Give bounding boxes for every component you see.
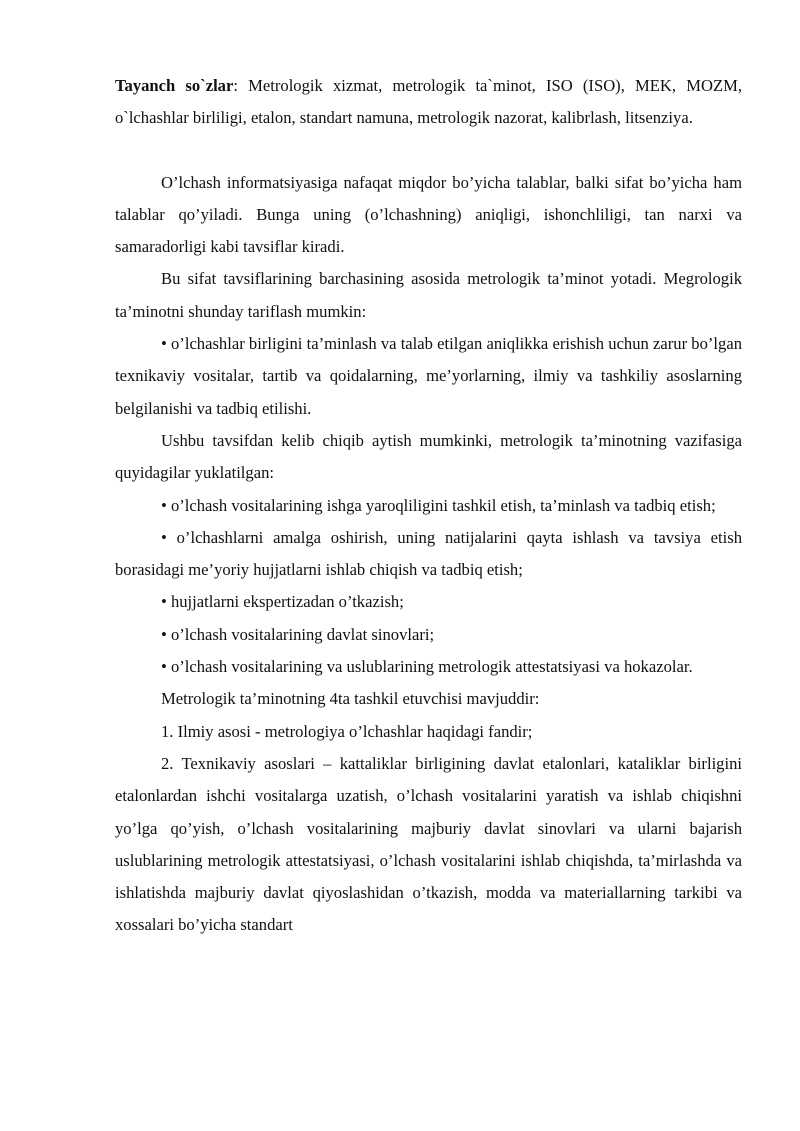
bullet-task-3: • hujjatlarni ekspertizadan o’tkazish; <box>161 592 404 612</box>
keywords-label: Tayanch so`zlar <box>115 76 234 95</box>
paragraph-measurement-info: O’lchash informatsiyasiga nafaqat miqdor bo’yicha talablar, balki sifat bo’yicha ham talablar qo’yiladi. Bunga uning (o’lchashning) aniqligi, ishonchliligi, tan narxi va samaradorligi kabi tavsiflar kiradi. <box>115 172 742 257</box>
list-item-scientific-basis: 1. Ilmiy asosi - metrologiya o’lchashlar haqidagi fandir; <box>161 721 533 741</box>
paragraph-tasks-intro: Ushbu tavsifdan kelib chiqib aytish mumkinki, metrologik ta’minotning vazifasiga quyidagilar yuklatilgan: <box>115 430 742 483</box>
paragraph-components-intro: Metrologik ta’minotning 4ta tashkil etuvchisi mavjuddir: <box>161 689 540 709</box>
bullet-task-1: • o’lchash vositalarining ishga yaroqliligini tashkil etish, ta’minlash va tadbiq etish; <box>161 495 716 515</box>
document-page <box>115 70 742 942</box>
paragraph-quality-basis: Bu sifat tavsiflarining barchasining asosida metrologik ta’minot yotadi. Megrologik ta’minotni shunday tariflash mumkin: <box>115 269 742 321</box>
bullet-definition: • o’lchashlar birligini ta’minlash va talab etilgan aniqlikka erishish uchun zarur bo’lgan texnikaviy vositalar, tartib va qoidalarning, me’yorlarning, ilmiy va tashkiliy asoslarning belgilanishi va tadbiq etilishi. <box>115 334 742 418</box>
keywords-paragraph <box>115 70 742 135</box>
bullet-task-5: • o’lchash vositalarining va uslublarining metrologik attestatsiyasi va hokazolar. <box>161 657 693 677</box>
keywords-text: : Metrologik xizmat, metrologik ta`minot, ISO (ISO), MEK, MOZM, o`lchashlar birliligi, etalon, standart namuna, metrologik nazorat, kalibrlash, litsenziya. <box>115 76 742 128</box>
bullet-task-2: • o’lchashlarni amalga oshirish, uning natijalarini qayta ishlash va tavsiya etish borasidagi me’yoriy hujjatlarni ishlab chiqish va tadbiq etish; <box>115 527 742 580</box>
bullet-task-4: • o’lchash vositalarining davlat sinovlari; <box>161 624 435 644</box>
list-item-technical-basis: 2. Texnikaviy asoslari – kattaliklar birligining davlat etalonlari, kataliklar birligini etalonlardan ishchi vositalarga uzatish, o’lchash vositalarini yaratish va ishlab chiqishni yo’lga qo’yish, o’lchash vositalarining majburiy davlat sinovlari va ularni bajarish uslublarining metrologik attestatsiyasi, o’lchash vositalarini ishlab chiqishda, ta’mirlashda va ishlatishda majburiy davlat qiyoslashidan o’tkazish, modda va materiallarning tarkibi va xossalari bo’yicha standart <box>115 753 742 935</box>
